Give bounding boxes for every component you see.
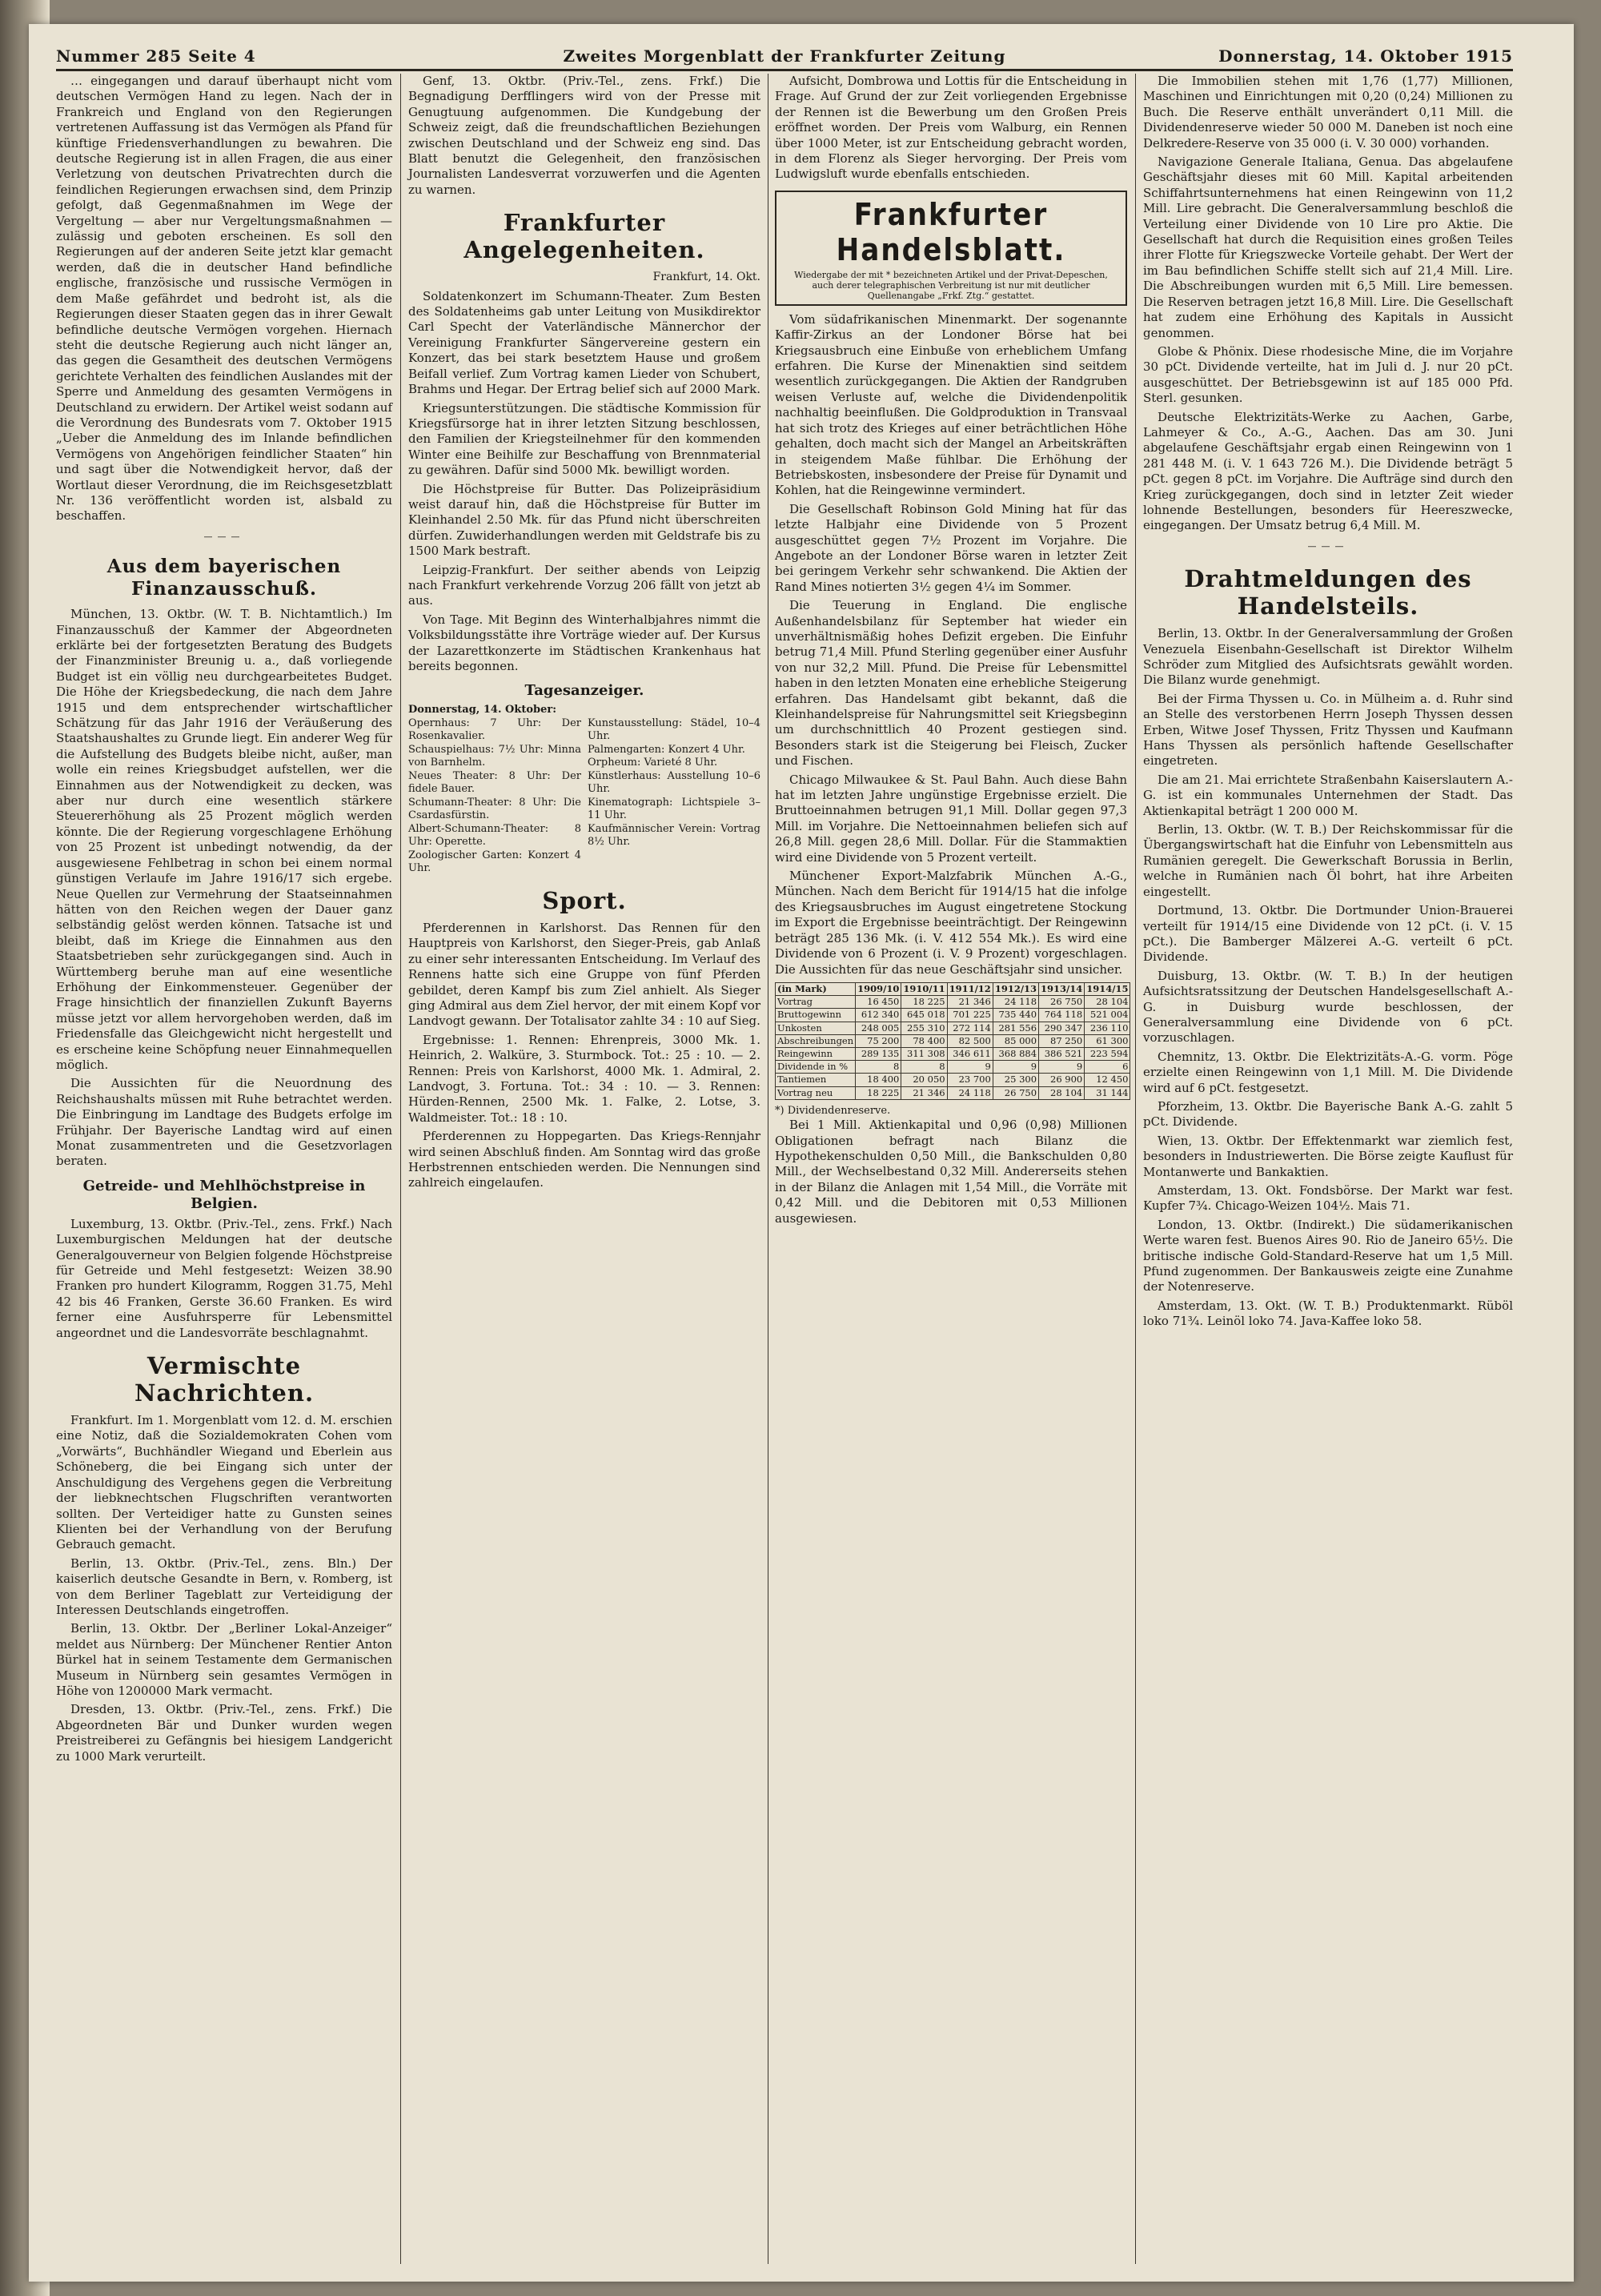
separator: ——— (203, 531, 245, 542)
handelsblatt-title: Frankfurter Handelsblatt. (836, 196, 1066, 267)
headline-vermischt: Vermischte Nachrichten. (134, 1352, 315, 1407)
headline-bayern: Aus dem bayerischen Finanzausschuß. (106, 556, 342, 600)
table-cell: 78 400 (901, 1034, 947, 1047)
list-item: Schumann-Theater: 8 Uhr: Die Csardasfürstin. (408, 796, 581, 822)
article-text: Dresden, 13. Oktbr. (Priv.-Tel., zens. Frkf.) Die Abgeordneten Bär und Dunker wurden wegen Preistreiberei zu Gefängnis bei hiesigem Landgericht zu 1000 Mark verurteilt. (56, 1702, 392, 1764)
table-cell: 289 135 (856, 1047, 901, 1060)
article-text: Chicago Milwaukee & St. Paul Bahn. Auch diese Bahn hat im letzten Jahre ungünstige Ergebnisse erzielt. Die Bruttoeinnahmen betrugen 91,1 Mill. Dollar gegen 97,3 Mill. im Vorjahre. Die Nettoeinnahmen beliefen sich auf 26,8 Mill. gegen 28,6 Mill. Dollar. Für die Stammaktien wird eine Dividende von 5 Prozent verteilt. (775, 772, 1127, 865)
column-2 (408, 74, 760, 2259)
article-text: Die Aussichten für die Neuordnung des Reichshaushalts müssen mit Ruhe betrachtet werden. Die Einbringung im Landtage des Budgets erfolge im Frühjahr. Der Bayerische Landtag wird auf einen Monat zusammentreten und die Gesetzvorlagen beraten. (56, 1076, 392, 1169)
table-note: *) Dividendenreserve. (775, 1104, 891, 1117)
headline-belgien: Getreide- und Mehlhöchstpreise in Belgien. (82, 1177, 366, 1212)
list-item: Künstlerhaus: Ausstellung 10–6 Uhr. (588, 769, 760, 796)
financial-table (775, 982, 1130, 1100)
article-text: Frankfurt. Im 1. Morgenblatt vom 12. d. M. erschien eine Notiz, daß die Sozialdemokraten Cohen vom „Vorwärts“, Buchhändler Wiegand und Eberlein aus Schöneberg, die bei Eingang sich unter der Anschuldigung des Vergehens gegen die Verbreitung der liebknechtschen Flugschriften verantworten sollten. Der Verteidiger hatte zu Gunsten seines Klienten bei der Verhandlung von der Berufung Gebrauch gemacht. (56, 1413, 392, 1552)
header-left: Nummer 285 Seite 4 (56, 46, 256, 66)
table-row (776, 1061, 1130, 1074)
article-text: München, 13. Oktbr. (W. T. B. Nichtamtlich.) Im Finanzausschuß der Kammer der Abgeordneten erklärte bei der fortgesetzten Beratung des Budgets der Finanzminister Breunig u. a., daß vorliegende Budget ist ein völlig neu durchgearbeitetes Budget. Die Höhe der Kriegsbedeckung, die nach dem Jahre 1915 und dem entsprechender wirtschaftlicher Schätzung für das Jahr 1916 der Veräußerung des Staatshaushaltes zu Grunde liegt. Ein anderer Weg für die Aufstellung des Budgets bleibe nicht, außer, man wolle ein reines Kriegsbudget aufstellen, wer die Einnahmen aus der Notwendigkeit zu decken, was aber nur durch eine wesentlich stärkere Steuererhöhung als 25 Prozent möglich werden könnte. Die der Regierung vorgeschlagene Erhöhung von 25 Prozent ist unbedingt notwendig, da der ausgewiesene Fehlbetrag in schon bei einem normal günstigen Verlaufe im Jahre 1916/17 sich ergebe. Neue Quellen zur Vermehrung der Staatseinnahmen hätten von den Reichen wegen der Dauer ganz selbständig gelöst werden können. Tatsache ist und bleibt, daß im Kriege die Einnahmen aus den Staatsbetrieben sehr zurückgegangen sind. Auch in Württemberg beruhe man auf eine wesentliche Erhöhung der Einkommensteuer. Gegenüber der Frage hinsichtlich der finanziellen Zukunft Bayerns müsse jetzt vor allem hervorgehoben werden, daß im Friedensfalle das Gleichgewicht nicht hergestellt und es erscheine keine Schöpfung neuer Einnahmequellen möglich. (56, 607, 392, 1072)
table-cell: 9 (993, 1061, 1038, 1074)
article-text: Amsterdam, 13. Okt. Fondsbörse. Der Markt war fest. Kupfer 7¾. Chicago-Weizen 104½. Mais 71. (1143, 1183, 1513, 1214)
table-header-row (776, 982, 1130, 995)
table-cell: 223 594 (1085, 1047, 1130, 1060)
table-cell: 248 005 (856, 1022, 901, 1034)
table-header-cell: 1913/14 (1039, 982, 1085, 995)
article-text: Leipzig-Frankfurt. Der seither abends von Leipzig nach Frankfurt verkehrende Vorzug 206 fällt von jetzt ab aus. (408, 562, 760, 608)
table-row (776, 1074, 1130, 1086)
table-row (776, 1022, 1130, 1034)
article-text: Luxemburg, 13. Oktbr. (Priv.-Tel., zens. Frkf.) Nach Luxemburgischen Meldungen hat der deutsche Generalgouverneur von Belgien folgende Höchstpreise für Getreide und Mehl festgesetzt: Weizen 38.90 Franken pro hundert Kilogramm, Roggen 31.75, Mehl 42 bis 46 Franken, Gerste 36.60 Franken. Es wird ferner eine Ausfuhrsperre für Lebensmittel angeordnet und die Landesvorräte beschlagnahmt. (56, 1216, 392, 1340)
table-cell: 23 700 (947, 1074, 993, 1086)
list-item: Opernhaus: 7 Uhr: Der Rosenkavalier. (408, 716, 581, 743)
table-cell: 26 750 (1039, 996, 1085, 1009)
table-cell: 61 300 (1085, 1034, 1130, 1047)
article-text: Pforzheim, 13. Oktbr. Die Bayerische Bank A.-G. zahlt 5 pCt. Dividende. (1143, 1098, 1513, 1130)
table-header-cell: 1910/11 (901, 982, 947, 995)
article-text: Bei 1 Mill. Aktienkapital und 0,96 (0,98) Millionen Obligationen befragt nach Bilanz die Hypothekenschulden 0,50 Mill., die Bankschulden 0,80 Mill., der Wechselbestand 0,32 Mill. Andererseits stehen in der Bilanz die Anlagen mit 1,54 Mill., die Vorräte mit 0,42 Mill. und die Debitoren mit 0,53 Millionen ausgewiesen. (775, 1118, 1127, 1226)
list-item: Neues Theater: 8 Uhr: Der fidele Bauer. (408, 769, 581, 796)
headline-tagesanzeiger: Tagesanzeiger. (524, 682, 644, 700)
list-item: Zoologischer Garten: Konzert 4 Uhr. (408, 849, 581, 875)
article-text: Amsterdam, 13. Okt. (W. T. B.) Produktenmarkt. Rüböl loko 71¾. Leinöl loko 74. Java-Kaffee loko 58. (1143, 1298, 1513, 1329)
article-text: Berlin, 13. Oktbr. Der „Berliner Lokal-Anzeiger“ meldet aus Nürnberg: Der Münchener Rentier Anton Bürkel hat in seinem Testamente dem Germanischen Museum in Nürnberg sein gesamtes Vermögen in Höhe von 1200000 Mark vermacht. (56, 1621, 392, 1698)
table-cell: 255 310 (901, 1022, 947, 1034)
article-text: Globe & Phönix. Diese rhodesische Mine, die im Vorjahre 30 pCt. Dividende verteilte, hat im Juli d. J. nur 20 pCt. ausgeschüttet. Der Betriebsgewinn ist auf 185 000 Pfd. Sterl. gesunken. (1143, 343, 1513, 406)
table-header-cell: 1909/10 (856, 982, 901, 995)
tages-left (408, 717, 581, 876)
article-text: Wien, 13. Oktbr. Der Effektenmarkt war ziemlich fest, besonders in Industriewerten. Die Börse zeigte Kauflust für Montanwerte und Bankaktien. (1143, 1133, 1513, 1179)
table-cell: 6 (1085, 1061, 1130, 1074)
article-text: Die Immobilien stehen mit 1,76 (1,77) Millionen, Maschinen und Einrichtungen mit 0,20 (0,24) Millionen zu Buch. Die Reserve enthält unverändert 0,11 Mill. die Dividendenreserve wieder 50 000 M. Daneben ist noch eine Delkredere-Reserve von 35 000 (i. V. 30 000) vorhanden. (1143, 74, 1513, 151)
article-text: Berlin, 13. Oktbr. (Priv.-Tel., zens. Bln.) Der kaiserlich deutsche Gesandte in Bern, v. Romberg, ist von dem Berliner Tageblatt zur Verteidigung der Interessen Deutschlands eingetroffen. (56, 1555, 392, 1617)
table-cell: 368 884 (993, 1047, 1038, 1060)
article-text: Die Teuerung in England. Die englische Außenhandelsbilanz für September hat wieder ein unverhältnismäßig hohes Defizit ergeben. Die Einfuhr betrug 71,4 Mill. Pfund Sterling gegenüber einer Ausfuhr von nur 32,2 Mill. Pfund. Die Preise für Lebensmittel haben in den letzten Monaten eine erhebliche Steigerung erfahren. Das Handelsamt gibt bekannt, daß die Kleinhandelspreise für Nahrungsmittel seit Kriegsbeginn um durchschnittlich 40 Prozent gestiegen sind. Besonders stark ist die Steigerung bei Fleisch, Zucker und Fischen. (775, 598, 1127, 769)
article-text: Die Höchstpreise für Butter. Das Polizeipräsidium weist darauf hin, daß die Höchstpreise für Butter im Kleinhandel 2.50 Mk. für das Pfund nicht überschreiten dürfen. Zuwiderhandlungen werden mit Geldstrafe bis zu 1500 Mark bestraft. (408, 481, 760, 559)
article-text: Vom südafrikanischen Minenmarkt. Der sogenannte Kaffir-Zirkus an der Londoner Börse hat bei Kriegsausbruch eine Einbuße von erheblichem Umfang erfahren. Die Kurse der Minenaktien sind seitdem wesentlich zurückgegangen. Die Aktien der Randgruben weisen Verluste auf, welche die Dividendenpolitik nachhaltig beeinflußen. Die Goldproduktion in Transvaal hat sich trotz des Krieges auf einer beträchtlichen Höhe gehalten, doch macht sich der Mangel an Arbeitskräften in steigendem Maße fühlbar. Die Erhöhung der Betriebskosten, insbesondere der Preise für Dynamit und Kohlen, hat die Reingewinne vermindert. (775, 311, 1127, 498)
table-cell: 12 450 (1085, 1074, 1130, 1086)
table-cell: 645 018 (901, 1009, 947, 1022)
list-item: Orpheum: Varieté 8 Uhr. (588, 757, 718, 769)
article-text: Die am 21. Mai errichtete Straßenbahn Kaiserslautern A.-G. ist ein kommunales Unternehmen der Stadt. Das Aktienkapital beträgt 1 200 000 M. (1143, 772, 1513, 818)
table-cell: 272 114 (947, 1022, 993, 1034)
table-header-cell: (in Mark) (776, 982, 856, 995)
table-cell: Tantiemen (776, 1074, 856, 1086)
table-row (776, 996, 1130, 1009)
table-header-cell: 1914/15 (1085, 982, 1130, 995)
table-cell: 9 (1039, 1061, 1085, 1074)
table-cell: 18 225 (856, 1086, 901, 1099)
table-cell: 20 050 (901, 1074, 947, 1086)
header-right: Donnerstag, 14. Oktober 1915 (1218, 46, 1513, 66)
article-text: Soldatenkonzert im Schumann-Theater. Zum Besten des Soldatenheims gab unter Leitung von Musikdirektor Carl Specht der Vaterländische Männerchor der Vereinigung Frankfurter Sängervereine gestern ein Konzert, das bei stark besetztem Hause und großem Beifall verlief. Zum Vortrag kamen Lieder von Schubert, Brahms und Hegar. Der Ertrag belief sich auf 2000 Mark. (408, 288, 761, 397)
table-row (776, 1034, 1130, 1047)
article-text: Berlin, 13. Oktbr. In der Generalversammlung der Großen Venezuela Eisenbahn-Gesellschaft ist Direktor Wilhelm Schröder zum Mitglied des Aufsichtsrats gewählt worden. Die Bilanz wurde genehmigt. (1143, 626, 1513, 688)
column-1 (56, 74, 392, 2259)
article-text: Bei der Firma Thyssen u. Co. in Mülheim a. d. Ruhr sind an Stelle des verstorbenen Herrn Joseph Thyssen dessen Erben, Witwe Josef Thyssen, Fritz Thyssen und Kaufmann Hans Thyssen als persönlich haftende Gesellschafter eingetreten. (1143, 691, 1513, 769)
table-cell: Dividende in % (776, 1061, 856, 1074)
table-cell: Reingewinn (776, 1047, 856, 1060)
table-header-cell: 1912/13 (993, 982, 1038, 995)
table-cell: 85 000 (993, 1034, 1038, 1047)
tages-right (588, 717, 760, 876)
tages-date: Donnerstag, 14. Oktober: (408, 704, 557, 716)
article-text: Chemnitz, 13. Oktbr. Die Elektrizitäts-A.-G. vorm. Pöge erzielte einen Reingewinn von 1,1 Mill. M. Die Dividende wird auf 6 pCt. festgesetzt. (1143, 1049, 1513, 1095)
list-item: Kinematograph: Lichtspiele 3–11 Uhr. (588, 796, 760, 822)
table-cell: 24 118 (947, 1086, 993, 1099)
table-cell: 28 104 (1085, 996, 1130, 1009)
list-item: Albert-Schumann-Theater: 8 Uhr: Operette. (408, 822, 581, 849)
table-row (776, 1009, 1130, 1022)
table-cell: 290 347 (1039, 1022, 1085, 1034)
column-rule (400, 74, 401, 2264)
table-cell: 346 611 (947, 1047, 993, 1060)
table-cell: 18 225 (901, 996, 947, 1009)
table-cell: 25 300 (993, 1074, 1038, 1086)
table-cell: Vortrag neu (776, 1086, 856, 1099)
table-cell: 26 900 (1039, 1074, 1085, 1086)
article-text: Münchener Export-Malzfabrik München A.-G., München. Nach dem Bericht für 1914/15 hat die infolge des Kriegsausbruches im August eingetretene Stockung im Export die Ergebnisse beeinträchtigt. Der Reingewinn beträgt 285 136 Mk. (i. V. 412 554 Mk.). Es wird eine Dividende von 6 Prozent (i. V. 9 Prozent) vorgeschlagen. Die Aussichten für das neue Geschäftsjahr sind unsicher. (775, 869, 1127, 977)
table-cell: 24 118 (993, 996, 1038, 1009)
article-text: Pferderennen in Karlshorst. Das Rennen für den Hauptpreis von Karlshorst, den Sieger-Preis, gab Anlaß zu einer sehr interessanten Entscheidung. Im Verlauf des Rennens hatte sich eine Gruppe von fünf Pferden gebildet, deren Kampf bis zum Ziel anhielt. Als Sieger ging Admiral aus dem Ziel hervor, der mit einem Kopf vor Landvogt gewann. Der Totalisator zahlte 34 : 10 auf Sieg. (408, 920, 760, 1029)
table-row (776, 1047, 1130, 1060)
list-item: Kunstausstellung: Städel, 10–4 Uhr. (588, 716, 760, 743)
table-cell: Vortrag (776, 996, 856, 1009)
table-cell: 281 556 (993, 1022, 1038, 1034)
table-body (776, 996, 1130, 1100)
table-cell: 764 118 (1039, 1009, 1085, 1022)
article-text: Kriegsunterstützungen. Die städtische Kommission für Kriegsfürsorge hat in ihrer letzten Sitzung beschlossen, den Familien der Kriegsteilnehmer für den kommenden Winter eine Beihilfe zur Beschaffung von Brennmaterial zu gewähren. Dafür sind 5000 Mk. bewilligt worden. (408, 400, 760, 478)
table-cell: Unkosten (776, 1022, 856, 1034)
headline-frankfurt: Frankfurter Angelegenheiten. (463, 209, 705, 264)
table-cell: 735 440 (993, 1009, 1038, 1022)
table-cell: 311 308 (901, 1047, 947, 1060)
table-cell: 612 340 (856, 1009, 901, 1022)
table-header-cell: 1911/12 (947, 982, 993, 995)
column-3 (775, 74, 1127, 2259)
list-item: Kaufmännischer Verein: Vortrag 8½ Uhr. (588, 822, 760, 849)
article-text: Deutsche Elektrizitäts-Werke zu Aachen, Garbe, Lahmeyer & Co., A.-G., Aachen. Das am 30. Juni abgelaufene Geschäftsjahr ergab einen Reingewinn von 1 281 448 M. (i. V. 1 643 726 M.). Die Dividende beträgt 5 pCt. gegen 8 pCt. im Vorjahre. Die Aufträge sind durch den Krieg zurückgegangen, doch sind in letzter Zeit wieder lohnende Bestellungen, besonders für Heereszwecke, eingegangen. Der Umsatz betrug 6,4 Mill. M. (1143, 409, 1513, 533)
article-text: Die Gesellschaft Robinson Gold Mining hat für das letzte Halbjahr eine Dividende von 5 Prozent ausgeschüttet gegen 7½ Prozent im Vorjahre. Die Angebote an der Londoner Börse waren in letzter Zeit bei geringem Verkehr sehr schwankend. Die Aktien der Rand Mines notierten 3½ gegen 4¼ im Sommer. (775, 501, 1127, 594)
article-text: London, 13. Oktbr. (Indirekt.) Die südamerikanischen Werte waren fest. Buenos Aires 90. Rio de Janeiro 65½. Die britische indische Gold-Standard-Reserve hat um 1,5 Mill. Pfund zugenommen. Der Bankausweis zeigte eine Zunahme der Notenreserve. (1143, 1217, 1513, 1295)
table-cell: 31 144 (1085, 1086, 1130, 1099)
table-cell: 386 521 (1039, 1047, 1085, 1060)
table-cell: 21 346 (901, 1086, 947, 1099)
article-text: Ergebnisse: 1. Rennen: Ehrenpreis, 3000 Mk. 1. Heinrich, 2. Walküre, 3. Sturmbock. Tot.: 25 : 10. — 2. Rennen: Preis von Karlshorst, 4000 Mk. 1. Admiral, 2. Landvogt, 3. Fortuna. Tot.: 34 : 10. — 3. Rennen: Hürden-Rennen, 2500 Mk. 1. Falke, 2. Lotse, 3. Waldmeister. Tot.: 18 : 10. (408, 1032, 760, 1125)
handelsblatt-masthead (775, 191, 1127, 306)
table-cell: 9 (947, 1061, 993, 1074)
list-item: Palmengarten: Konzert 4 Uhr. (588, 743, 745, 756)
table-cell: 8 (856, 1061, 901, 1074)
table-cell: 8 (901, 1061, 947, 1074)
table-cell: Abschreibungen (776, 1034, 856, 1047)
table-cell: 701 225 (947, 1009, 993, 1022)
table-cell: 87 250 (1039, 1034, 1085, 1047)
article-text: Genf, 13. Oktbr. (Priv.-Tel., zens. Frkf.) Die Begnadigung Derfflingers wird von der Presse mit Genugtuung aufgenommen. Die Kundgebung der Schweiz zeigt, daß die freundschaftlichen Beziehungen zwischen Deutschland und der Schweiz eng sind. Das Blatt benutzt die Gelegenheit, den französischen Journalisten Landesverrat vorzuwerfen und die Agenten zu warnen. (408, 74, 760, 197)
table-cell: 18 400 (856, 1074, 901, 1086)
headline-drahtmeldungen: Drahtmeldungen des Handelsteils. (1184, 565, 1472, 620)
dateline: Frankfurt, 14. Okt. (652, 271, 760, 284)
table-cell: 28 104 (1039, 1086, 1085, 1099)
article-text: Aufsicht, Dombrowa und Lottis für die Entscheidung in Frage. Auf Grund der zur Zeit vorliegenden Ergebnisse der Rennen ist die Bewerbung um den Großen Preis eröffnet worden. Der Preis vom Walburg, ein Rennen über 1000 Meter, ist zur Entscheidung gebracht worden, in dem Florenz als Sieger hervorging. Der Preis vom Ludwigsluft wurde ebenfalls entschieden. (775, 74, 1127, 182)
table-row (776, 1086, 1130, 1099)
table-cell: 236 110 (1085, 1022, 1130, 1034)
column-rule (1135, 74, 1136, 2264)
page-header (56, 42, 1513, 71)
article-text: Dortmund, 13. Oktbr. Die Dortmunder Union-Brauerei verteilt für 1914/15 eine Dividende von 12 pCt. (i. V. 15 pCt.). Die Bamberger Mälzerei A.-G. verteilt 6 pCt. Dividende. (1143, 903, 1513, 965)
table-cell: 521 004 (1085, 1009, 1130, 1022)
table-cell: 21 346 (947, 996, 993, 1009)
table-cell: Bruttogewinn (776, 1009, 856, 1022)
table-cell: 75 200 (856, 1034, 901, 1047)
table-cell: 16 450 (856, 996, 901, 1009)
header-center: Zweites Morgenblatt der Frankfurter Zeitung (563, 46, 1006, 66)
column-4 (1143, 74, 1513, 2259)
article-text: … eingegangen und darauf überhaupt nicht vom deutschen Vermögen Hand zu legen. Nach der in Frankreich und England von den Regierungen vertretenen Auffassung ist das Vermögen als Pfand für künftige Friedensverhandlungen zu bewahren. Die deutsche Regierung ist in allen Fragen, die aus einer Verletzung von deutschen Privatrechten durch die feindlichen Regierungen erwachsen sind, dem Prinzip gefolgt, daß Gegenmaßnahmen im Wege der Vergeltung — aber nur Vergeltungsmaßnahmen — zulässig und geboten erscheinen. Es soll den Regierungen auf der anderen Seite jetzt klar gemacht werden, daß die in deutscher Hand befindliche englische, französische und russische Vermögen in dem Maße gefährdet und bedroht ist, als die Regierungen dieser Staaten gegen das in ihrer Gewalt befindliche deutsche Vermögen vorgehen. Hiernach steht die deutsche Regierung auch nicht länger an, das gegen die Gesamtheit des deutschen Vermögens gerichtete Verhalten des feindlichen Auslandes mit der Sperre und Anmeldung des gesamten Vermögens in Deutschland zu erwidern. Der Artikel weist sodann auf die Verordnung des Bundesrats vom 7. Oktober 1915 „Ueber die Anmeldung des im Inlande befindlichen Vermögens von Angehörigen feindlicher Staaten“ hin und sagt über die Notwendigkeit hervor, daß der Wortlaut dieser Verordnung, die im Reichsgesetzblatt Nr. 136 veröffentlicht worden ist, alsbald zu beschaffen. (56, 74, 392, 524)
article-text: Von Tage. Mit Beginn des Winterhalbjahres nimmt die Volksbildungsstätte ihre Vorträge wieder auf. Der Kursus der Lazarettkonzerte im Städtischen Krankenhaus hat bereits begonnen. (408, 612, 760, 673)
tages-listing (408, 717, 760, 876)
headline-sport: Sport. (542, 886, 627, 914)
article-text: Pferderennen zu Hoppegarten. Das Kriegs-Rennjahr wird seinen Abschluß finden. Am Sonntag wird das große Herbstrennen entschieden werden. Die Nennungen sind zahlreich eingelaufen. (408, 1129, 760, 1190)
separator: ——— (1307, 540, 1349, 552)
table-cell: 26 750 (993, 1086, 1038, 1099)
handelsblatt-note: Wiedergabe der mit * bezeichneten Artikel und der Privat-Depeschen, auch derer telegraphischen Verbreitung ist nur mit deutlicher Quellenangabe „Frkf. Ztg.“ gestattet. (794, 269, 1108, 301)
table-cell: 82 500 (947, 1034, 993, 1047)
list-item: Schauspielhaus: 7½ Uhr: Minna von Barnhelm. (408, 743, 581, 769)
article-text: Duisburg, 13. Oktbr. (W. T. B.) In der heutigen Aufsichtsratssitzung der Deutschen Handelsgesellschaft A.-G. in Duisburg wurde beschlossen, der Generalversammlung eine Dividende von 6 pCt. vorzuschlagen. (1143, 968, 1513, 1046)
article-text: Berlin, 13. Oktbr. (W. T. B.) Der Reichskommissar für die Übergangswirtschaft hat die Einfuhr von Lebensmitteln aus Rumänien geregelt. Die Gewerkschaft Borussia in Berlin, welche in Rumänien nach Öl bohrt, hat ihre Arbeiten eingestellt. (1143, 822, 1513, 899)
article-text: Navigazione Generale Italiana, Genua. Das abgelaufene Geschäftsjahr dieses mit 60 Mill. Kapital arbeitenden Schiffahrtsunternehmens hat einen Reingewinn von 11,2 Mill. Lire gebracht. Die Generalversammlung beschloß die Verteilung einer Dividende von 10 Lire pro Aktie. Die Gesellschaft hat durch die Requisition eines großen Teiles ihrer Flotte für Kriegszwecke Vorteile gehabt. Der Wert der im Bau befindlichen Schiffe stellt sich auf 21,4 Mill. Lire. Die Abschreibungen wurden mit 6,5 Mill. Lire bemessen. Die Reserven betragen jetzt 16,8 Mill. Lire. Die Gesellschaft hat zudem eine Erhöhung des Kapitals in Aussicht genommen. (1143, 155, 1513, 340)
